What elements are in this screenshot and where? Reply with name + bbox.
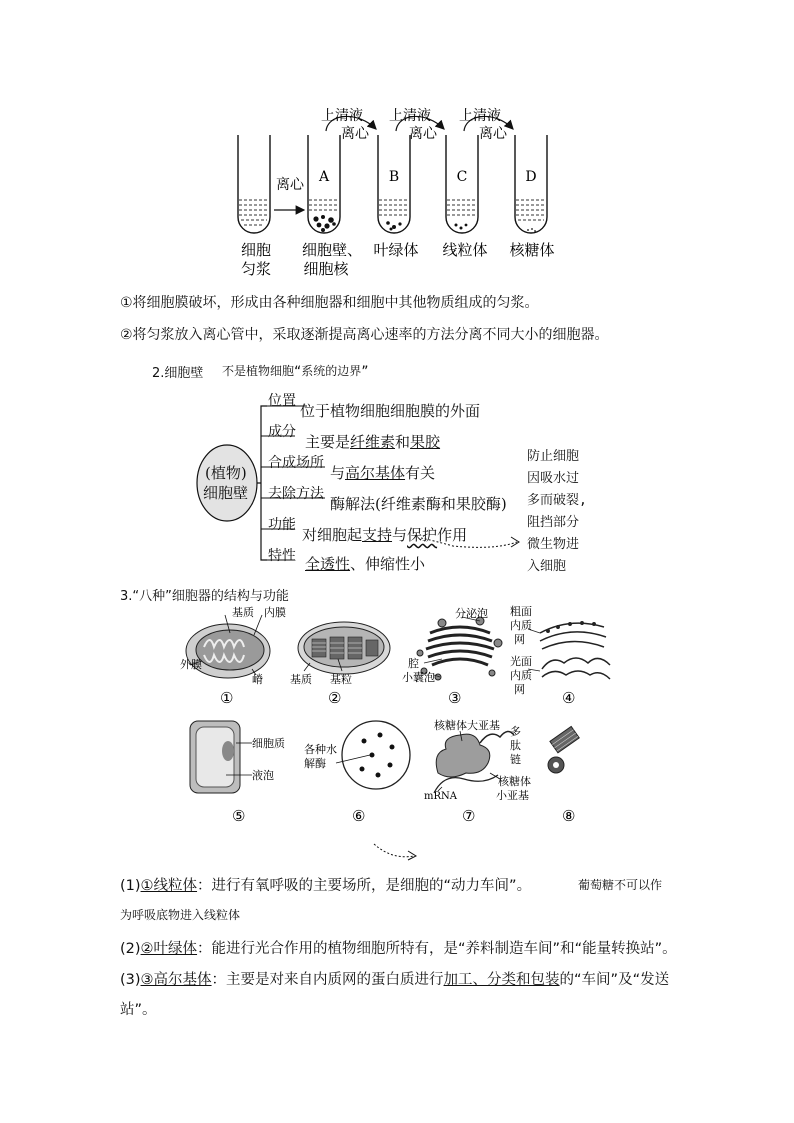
row-value-property: 全透性、伸缩性小: [305, 555, 426, 573]
svg-text:内质: 内质: [510, 619, 532, 632]
svg-text:粗面: 粗面: [510, 605, 532, 618]
row-key-property: 特性: [268, 548, 296, 564]
cell-wall-center-1: (植物): [205, 464, 247, 482]
svg-text:嵴: 嵴: [252, 673, 263, 686]
row-value-synthesis: 与高尔基体有关: [330, 464, 436, 482]
svg-text:基质: 基质: [232, 606, 254, 619]
ribosome-figure: [424, 718, 531, 802]
tube-letter-c: C: [456, 169, 468, 185]
svg-text:②: ②: [328, 689, 342, 707]
svg-text:链: 链: [510, 753, 521, 766]
top-label-2b: 离心: [409, 126, 437, 142]
top-label-2a: 上清液: [389, 108, 431, 124]
svg-text:核糖体大亚基: 核糖体大亚基: [434, 719, 500, 732]
centrosome-figure: [548, 726, 579, 773]
section3-heading: 3.“八种”细胞器的结构与功能: [120, 589, 289, 604]
top-label-3b: 离心: [479, 126, 507, 142]
item-golgi: (3)③高尔基体：主要是对来自内质网的蛋白质进行加工、分类和包装的“车间”及“发送: [120, 972, 670, 988]
step-note-1: ①将细胞膜破坏，形成由各种细胞器和细胞中其他物质组成的匀浆。: [120, 295, 539, 311]
glucose-note-1: 葡萄糖不可以作: [578, 878, 663, 892]
dashed-arrow: [372, 840, 422, 865]
svg-text:腔: 腔: [408, 657, 419, 670]
svg-text:内质: 内质: [510, 669, 532, 682]
tube-letter-b: B: [388, 169, 400, 185]
bottom-label-4: 核糖体: [509, 241, 555, 259]
row-key-removal: 去除方法: [268, 486, 324, 502]
row-value-removal: 酶解法(纤维素酶和果胶酶): [330, 495, 507, 513]
row-key-composition: 成分: [268, 424, 296, 440]
top-label-1a: 上清液: [321, 108, 363, 124]
top-label-1b: 离心: [341, 126, 369, 142]
svg-text:⑤: ⑤: [232, 807, 246, 825]
bottom-label-2: 叶绿体: [373, 241, 419, 259]
arrow-label: 离心: [276, 177, 304, 193]
row-key-synthesis: 合成场所: [268, 455, 324, 471]
tube-letter-a: A: [318, 169, 330, 185]
svg-text:小囊泡: 小囊泡: [402, 671, 435, 684]
svg-text:mRNA: mRNA: [424, 791, 457, 802]
svg-text:多: 多: [510, 725, 521, 738]
svg-text:⑦: ⑦: [462, 807, 476, 825]
svg-text:①: ①: [220, 689, 234, 707]
lysosome-figure: [304, 721, 410, 789]
row-key-position: 位置: [268, 393, 296, 409]
svg-text:外膜: 外膜: [180, 658, 202, 671]
item-mitochondrion: (1)①线粒体：进行有氧呼吸的主要场所，是细胞的“动力车间”。: [120, 878, 532, 894]
item-golgi-line2: 站”。: [120, 1002, 157, 1018]
section2-hand-note: 不是植物细胞“系统的边界”: [222, 364, 369, 378]
row-key-function: 功能: [268, 517, 296, 533]
tube-letter-d: D: [525, 169, 537, 185]
cell-wall-center-2: 细胞壁: [203, 484, 249, 502]
svg-text:⑥: ⑥: [352, 807, 366, 825]
step-note-2: ②将匀浆放入离心管中，采取逐渐提高离心速率的方法分离不同大小的细胞器。: [120, 327, 609, 343]
organelles-figure: [180, 603, 620, 828]
svg-text:③: ③: [448, 689, 462, 707]
svg-text:液泡: 液泡: [252, 769, 274, 782]
svg-text:内膜: 内膜: [264, 606, 286, 619]
er-figure: [528, 622, 610, 679]
item-chloroplast: (2)②叶绿体：能进行光合作用的植物细胞所特有，是“养料制造车间”和“能量转换站”。: [120, 941, 677, 957]
row-value-composition: 主要是纤维素和果胶: [305, 433, 441, 451]
bottom-label-3: 线粒体: [442, 241, 488, 259]
bottom-label-0b: 匀浆: [240, 260, 272, 278]
chloroplast-figure: [290, 622, 390, 686]
row-value-position: 位于植物细胞细胞膜的外面: [300, 402, 481, 420]
svg-text:光面: 光面: [510, 655, 532, 668]
svg-text:网: 网: [514, 633, 525, 646]
svg-text:核糖体: 核糖体: [498, 775, 531, 788]
svg-text:基粒: 基粒: [330, 673, 352, 686]
svg-text:肽: 肽: [510, 739, 521, 752]
svg-text:小亚基: 小亚基: [496, 789, 529, 802]
svg-text:④: ④: [562, 689, 576, 707]
bottom-label-1b: 细胞核: [303, 260, 349, 278]
svg-text:⑧: ⑧: [562, 807, 576, 825]
row-value-function: 对细胞起支持与保护作用: [302, 526, 468, 544]
bottom-label-0a: 细胞: [240, 241, 272, 259]
svg-text:解酶: 解酶: [304, 757, 326, 770]
svg-text:细胞质: 细胞质: [252, 737, 285, 750]
section2-heading: 2.细胞壁: [152, 366, 204, 381]
centrifuge-diagram: [228, 105, 568, 280]
svg-text:网: 网: [514, 683, 525, 696]
bottom-label-1a: 细胞壁、: [301, 241, 363, 259]
vacuole-figure: [190, 721, 285, 793]
tube-homogenate: [238, 135, 270, 233]
side-note: 防止细胞 因吸水过 多而破裂, 阻挡部分 微生物进 入细胞: [527, 449, 587, 574]
svg-text:基质: 基质: [290, 673, 312, 686]
svg-text:分泌泡: 分泌泡: [455, 607, 488, 620]
svg-text:各种水: 各种水: [304, 743, 337, 756]
top-label-3a: 上清液: [459, 108, 501, 124]
mitochondrion-figure: [180, 605, 286, 686]
glucose-note-2: 为呼吸底物进入线粒体: [120, 908, 241, 922]
